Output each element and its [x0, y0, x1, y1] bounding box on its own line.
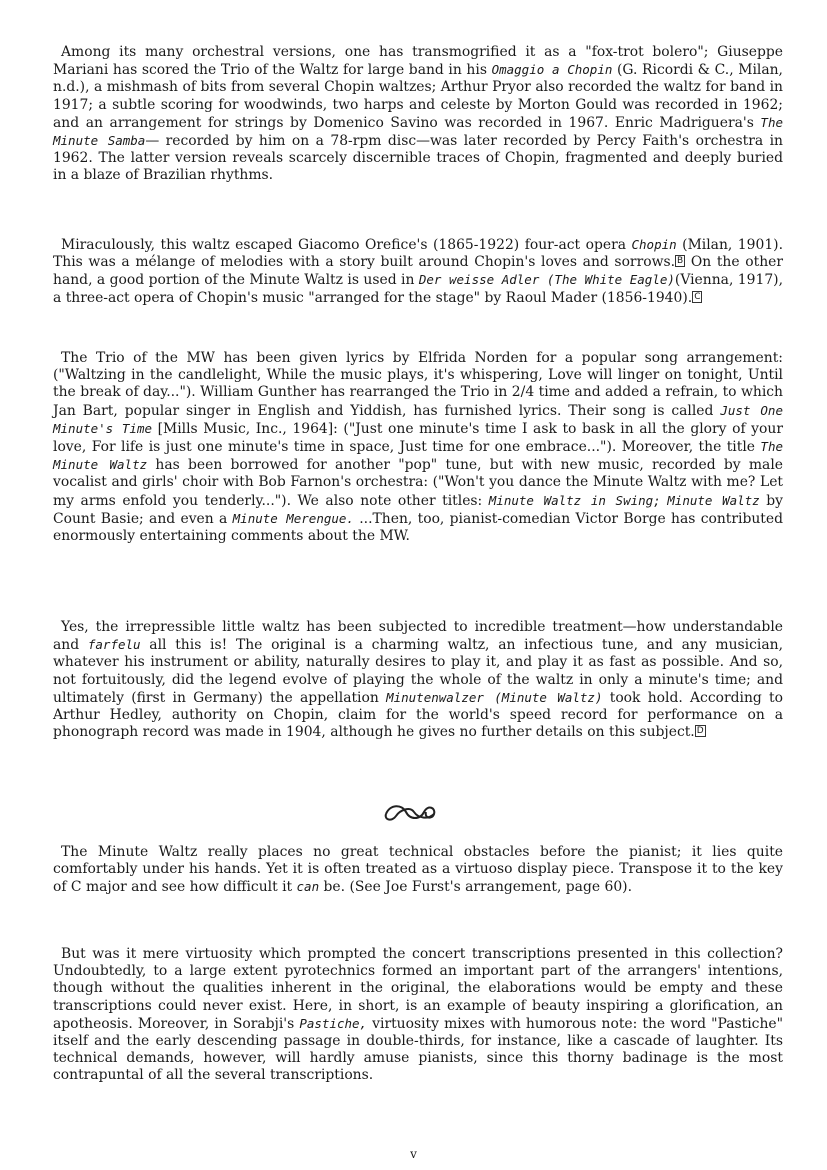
- paragraph-song-arrangements: [53, 350, 783, 545]
- footnote-reference: B: [677, 256, 684, 267]
- text-run: ...Then, too, pianist-comedian Victor Borge has contributed enormously entertaining comments about the MW.: [53, 510, 783, 545]
- italic-title: Just One Minute's Time: [53, 402, 783, 436]
- text-run: took hold. According to Arthur Hedley, authority on Chopin, claim for the world's speed record for performance on a phonograph record was made in 1904, although he gives no further details on this subject.: [53, 689, 783, 741]
- italic-title: Omaggio a Chopin: [491, 62, 613, 78]
- text-run: all this is! The original is a charming waltz, an infectious tune, and any musician, whatever his instrument or ability, naturally desires to play it, and play it as fast as possible. And so, not fortuitously, did the legend evolve of playing the whole of the waltz in only a minute's time; and ultimately (first in Germany) the appellation: [53, 637, 783, 706]
- page-number: v: [410, 1147, 417, 1161]
- text-run: — recorded by him on a 78-rpm disc—was later recorded by Percy Faith's orchestra in 1962. The latter version reveals scarcely discernible traces of Chopin, fragmented and deeply buried in a blaze of Brazilian rhythms.: [53, 133, 783, 184]
- italic-title: Pastiche,: [299, 1015, 368, 1031]
- paragraph-technical-obstacles: [53, 844, 783, 897]
- italic-title: Minutenwalzer (Minute Waltz): [386, 689, 603, 705]
- text-run: On the other hand, a good portion of the Minute Waltz is used in: [53, 254, 783, 289]
- text-run: Yes, the irrepressible little waltz has been subjected to incredible treatment—how understandable and: [53, 619, 783, 654]
- text-run: The Minute Waltz really places no great technical obstacles before the pianist; it lies quite comfortably under his hands. Yet it is often treated as a virtuoso display piece. Transpose it to the key of C major and see how difficult it: [53, 844, 783, 896]
- paragraph-opera-usage: [53, 236, 783, 307]
- footnote-reference: D: [696, 726, 704, 737]
- text-run: Miraculously, this waltz escaped Giacomo Orefice's (1865-1922) four-act opera: [61, 237, 632, 253]
- italic-title: Minute Merengue.: [232, 510, 354, 526]
- text-run: be. (See Joe Furst's arrangement, page 60).: [319, 879, 632, 896]
- paragraph-virtuosity: [53, 946, 783, 1085]
- text-run: has been borrowed for another "pop" tune, but with new music, recorded by male vocalist and girls' choir with Bob Farnon's orchestra: ("Won't you dance the Minute Waltz with me? Let my arms enfold you tenderly..."). We also note other titles:: [53, 457, 783, 509]
- text-run: (G. Ricordi & C., Milan, n.d.), a mishmash of bits from several Chopin waltzes; Arthur Pryor also recorded the waltz for band in 1917; a subtle scoring for woodwinds, two harps and celeste by Morton Gould was recorded in 1962; and an arrangement for strings by Domenico Savino was recorded in 1967. Enric Madriguera's: [53, 62, 783, 131]
- text-run: [Mills Music, Inc., 1964]: ("Just one minute's time I ask to bask in all the glory of your love, For life is just one minute's time in space, Just time for one embrace..."). Moreover, the title: [53, 420, 783, 456]
- scroll-flourish-icon: [380, 800, 440, 824]
- italic-title: Minute Waltz: [667, 492, 760, 508]
- italic-title: can: [296, 879, 320, 895]
- italic-title: Chopin: [631, 237, 677, 252]
- text-run: But was it mere virtuosity which prompted the concert transcriptions presented in this collection? Undoubtedly, to a large extent pyrotechnics formed an important part of the arrangers' intentions, though without the qualities inherent in the original, the elaborations would be empty and these transcriptions could never exist. Here, in short, is an example of beauty inspiring a glorification, an apotheosis. Moreover, in Sorabji's: [53, 946, 783, 1032]
- text-run: (Vienna, 1917), a three-act opera of Chopin's music "arranged for the stage" by Raoul Mader (1856-1940).: [53, 272, 783, 306]
- footnote-reference: C: [694, 291, 701, 302]
- italic-title: The Minute Waltz: [53, 439, 783, 473]
- text-run: The Trio of the MW has been given lyrics by Elfrida Norden for a popular song arrangement: ("Waltzing in the candlelight, While the music plays, it's whispering, Love will linger on tonight, Until the break of day..."). William Gunther has rearranged the Trio in 2/4 time and added a refrain, to which Jan Bart, popular singer in English and Yiddish, has furnished lyrics. Their song is called: [53, 350, 783, 419]
- paragraph-speed-legend: [53, 619, 783, 741]
- paragraph-orchestral-versions: [53, 44, 783, 185]
- italic-title: Der weisse Adler (The White Eagle): [418, 272, 675, 288]
- text-run: Among its many orchestral versions, one has transmogrified it as a "fox-trot bolero"; Giuseppe Mariani has scored the Trio of the Waltz for large band in his: [53, 44, 783, 79]
- text-run: by Count Basie; and even a: [53, 492, 783, 527]
- italic-title: farfelu: [87, 637, 141, 653]
- italic-title: Minute Waltz in Swing;: [488, 492, 661, 508]
- text-run: (Milan, 1901). This was a mélange of melodies with a story built around Chopin's loves and sorrows.: [53, 237, 783, 271]
- italic-title: The Minute Samba: [53, 114, 783, 149]
- text-run: virtuosity mixes with humorous note: the word "Pastiche" itself and the early descending passage in double-thirds, for instance, like a cascade of laughter. Its technical demands, however, will hardly amuse pianists, since this thorny badinage is the most contrapuntal of all the several transcriptions.: [53, 1015, 784, 1084]
